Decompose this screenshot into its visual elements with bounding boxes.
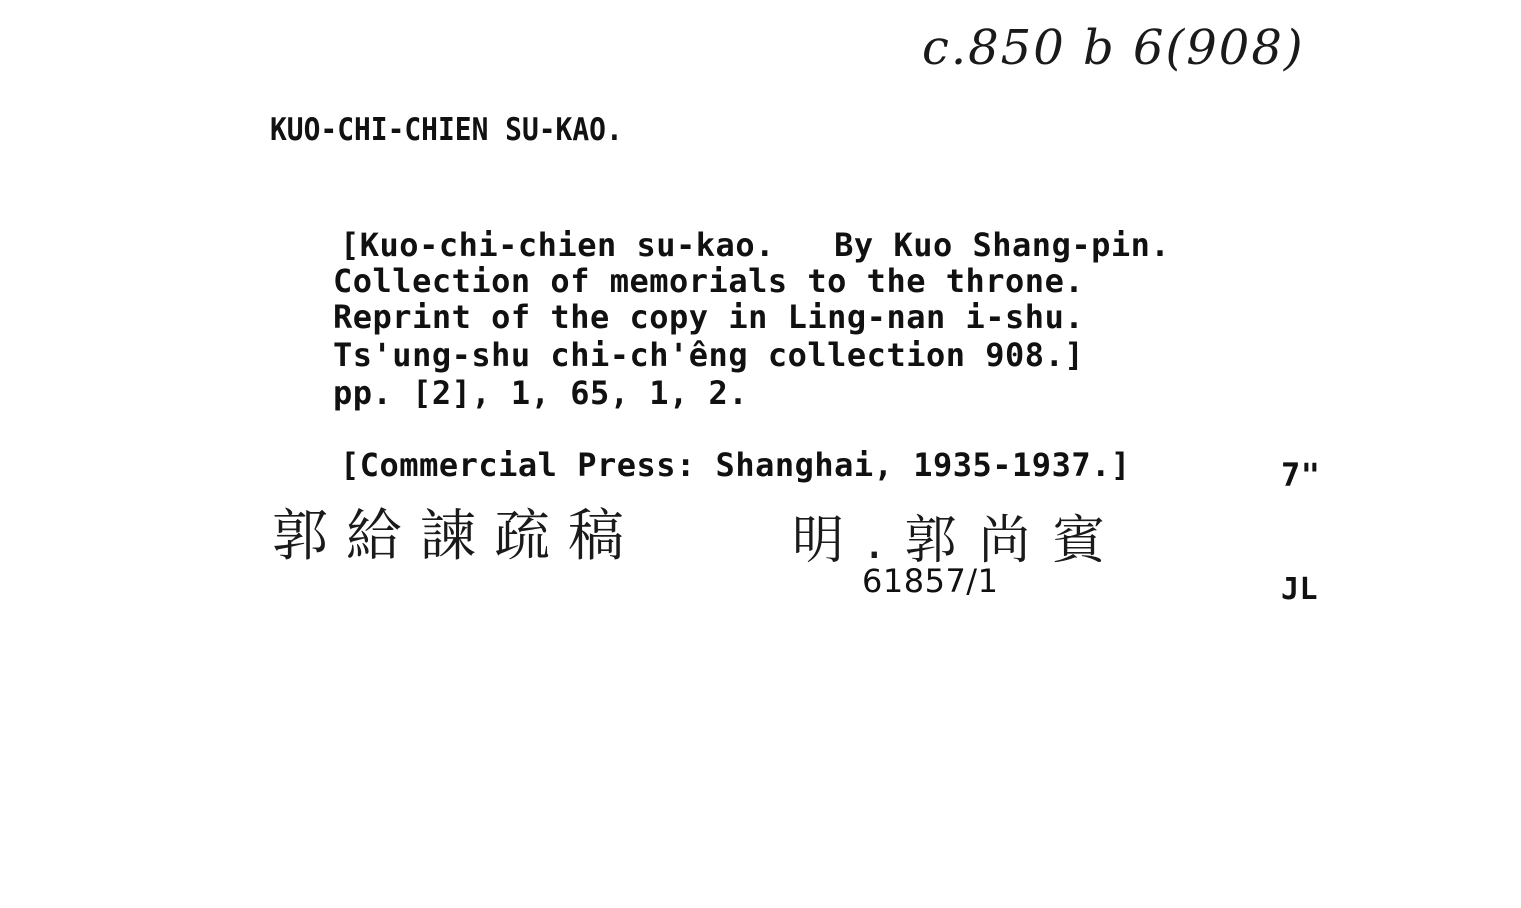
chinese-author: 明.郭尚賓 [792, 511, 1127, 571]
chinese-title: 郭給諫疏稿 [272, 504, 642, 569]
cataloguer-initials: JL [1281, 572, 1319, 607]
description-line: [Kuo-chi-chien su-kao. By Kuo Shang-pin. [340, 226, 1171, 264]
size: 7" [1281, 456, 1321, 494]
heading: KUO-CHI-CHIEN SU-KAO. [270, 112, 623, 148]
description-line: Reprint of the copy in Ling-nan i-shu. [333, 298, 1085, 336]
imprint: [Commercial Press: Shanghai, 1935-1937.] [340, 446, 1131, 484]
pagination-line: pp. [2], 1, 65, 1, 2. [333, 374, 749, 412]
description-line: Ts'ung-shu chi-ch'êng collection 908.] [333, 336, 1085, 374]
shelfmark: c.850 b 6(908) [922, 20, 1305, 76]
accession-number: 61857/1 [862, 562, 999, 600]
description-line: Collection of memorials to the throne. [333, 262, 1085, 300]
